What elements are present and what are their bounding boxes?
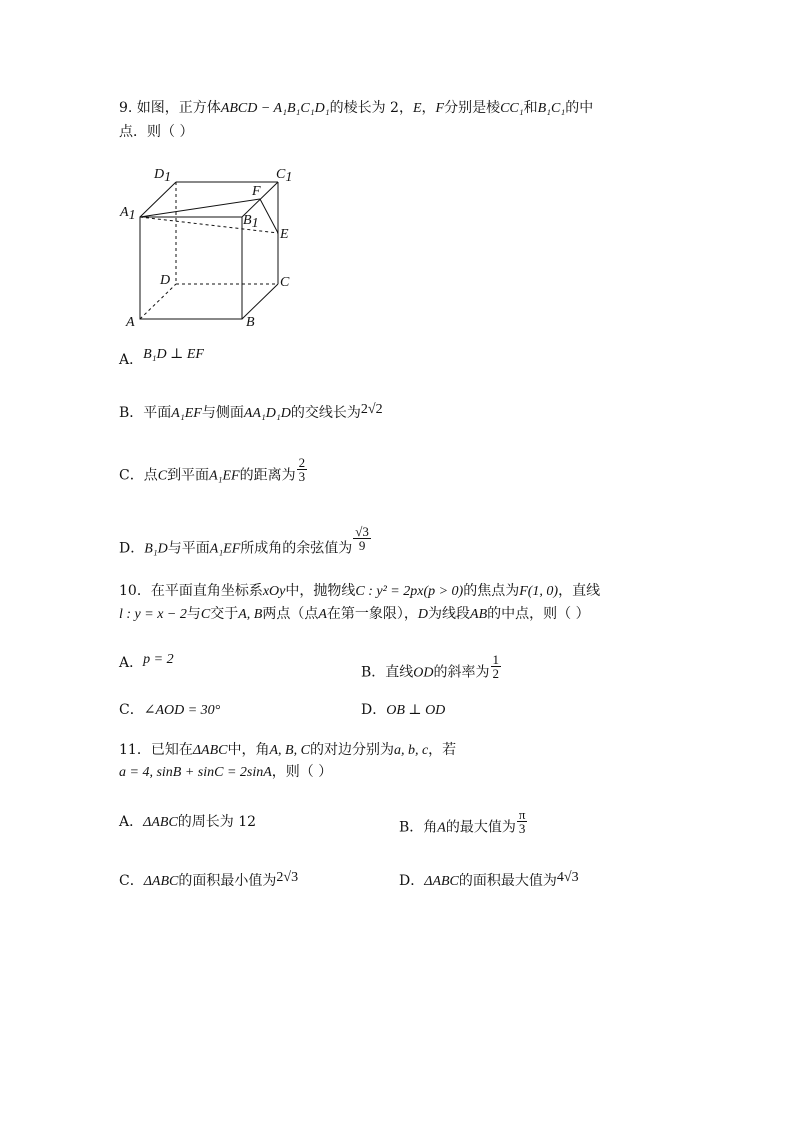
segment-a1f: [140, 199, 260, 217]
label-b: B: [246, 315, 255, 330]
q11-b-fraction: $\frac{\pi}{3}$: [518, 807, 526, 836]
hidden-edge-ad: [140, 284, 176, 319]
q11-stem-line1: 11．已知在ΔABC中，角A, B, C的对边分别为a, b, c，若: [119, 742, 457, 758]
q11-option-b[interactable]: B．角A的最大值为 $\frac{\pi}{3}$: [399, 807, 526, 836]
label-a1: A1: [120, 205, 136, 223]
q10-stem-line2: l : y = x − 2与C交于A, B两点（点A在第一象限），D为线段AB的中点，则（ ）: [119, 606, 590, 622]
q10-stem-line1: 10．在平面直角坐标系xOy中，抛物线C : y² = 2px(p > 0)的焦点为F(1, 0)，直线: [119, 583, 601, 599]
q10-option-a[interactable]: A．p = 2: [119, 652, 174, 671]
cube-figure: [118, 162, 318, 332]
label-d: D: [160, 273, 171, 288]
q9-option-d[interactable]: D．B₁D与平面A₁EF所成角的余弦值为 $\frac{√3}{9}$: [119, 524, 369, 557]
q9-d-fraction: $\frac{√3}{9}$: [355, 524, 369, 553]
q10-option-c[interactable]: C．∠AOD = 30°: [119, 702, 221, 718]
q9-option-a[interactable]: A．B₁D ⊥ EF: [119, 347, 204, 368]
q9-cube-name: ABCD − A₁B₁C₁D₁: [220, 101, 330, 116]
q10-option-b[interactable]: B．直线OD的斜率为 $\frac{1}{2}$: [361, 652, 500, 681]
edge-a1d1: [140, 182, 176, 217]
label-a: A: [126, 315, 135, 330]
label-c1: C1: [276, 167, 293, 185]
q10-b-fraction: $\frac{1}{2}$: [492, 652, 500, 681]
q9-stem-line2: 点．则（ ）: [119, 124, 194, 140]
label-c: C: [280, 275, 290, 290]
q11-option-d[interactable]: D．ΔABC的面积最大值为4√3: [399, 870, 579, 889]
q11-option-a[interactable]: A．ΔABC的周长为 12: [119, 814, 257, 830]
label-e: E: [280, 227, 289, 242]
label-b1: B1: [243, 213, 259, 231]
q11-option-c[interactable]: C．ΔABC的面积最小值为2√3: [119, 870, 299, 889]
q9-option-b[interactable]: B．平面A₁EF与侧面AA₁D₁D的交线长为2√2: [119, 402, 383, 421]
label-f: F: [252, 184, 261, 199]
q9-c-fraction: $\frac{2}{3}$: [298, 455, 306, 484]
q9-stem-line1: 9. 如图，正方体ABCD − A₁B₁C₁D₁的棱长为 2，E，F分别是棱CC₁和B₁C₁的中: [119, 100, 594, 116]
edge-bc: [242, 284, 278, 319]
q10-option-d[interactable]: D．OB ⊥ OD: [361, 702, 446, 718]
segment-fe: [260, 199, 278, 233]
q11-stem-line2: a = 4, sinB + sinC = 2sinA，则（ ）: [119, 764, 333, 780]
q9-option-c[interactable]: C．点C到平面A₁EF的距离为 $\frac{2}{3}$: [119, 455, 306, 484]
front-face: [140, 217, 242, 319]
label-d1: D1: [154, 167, 172, 185]
